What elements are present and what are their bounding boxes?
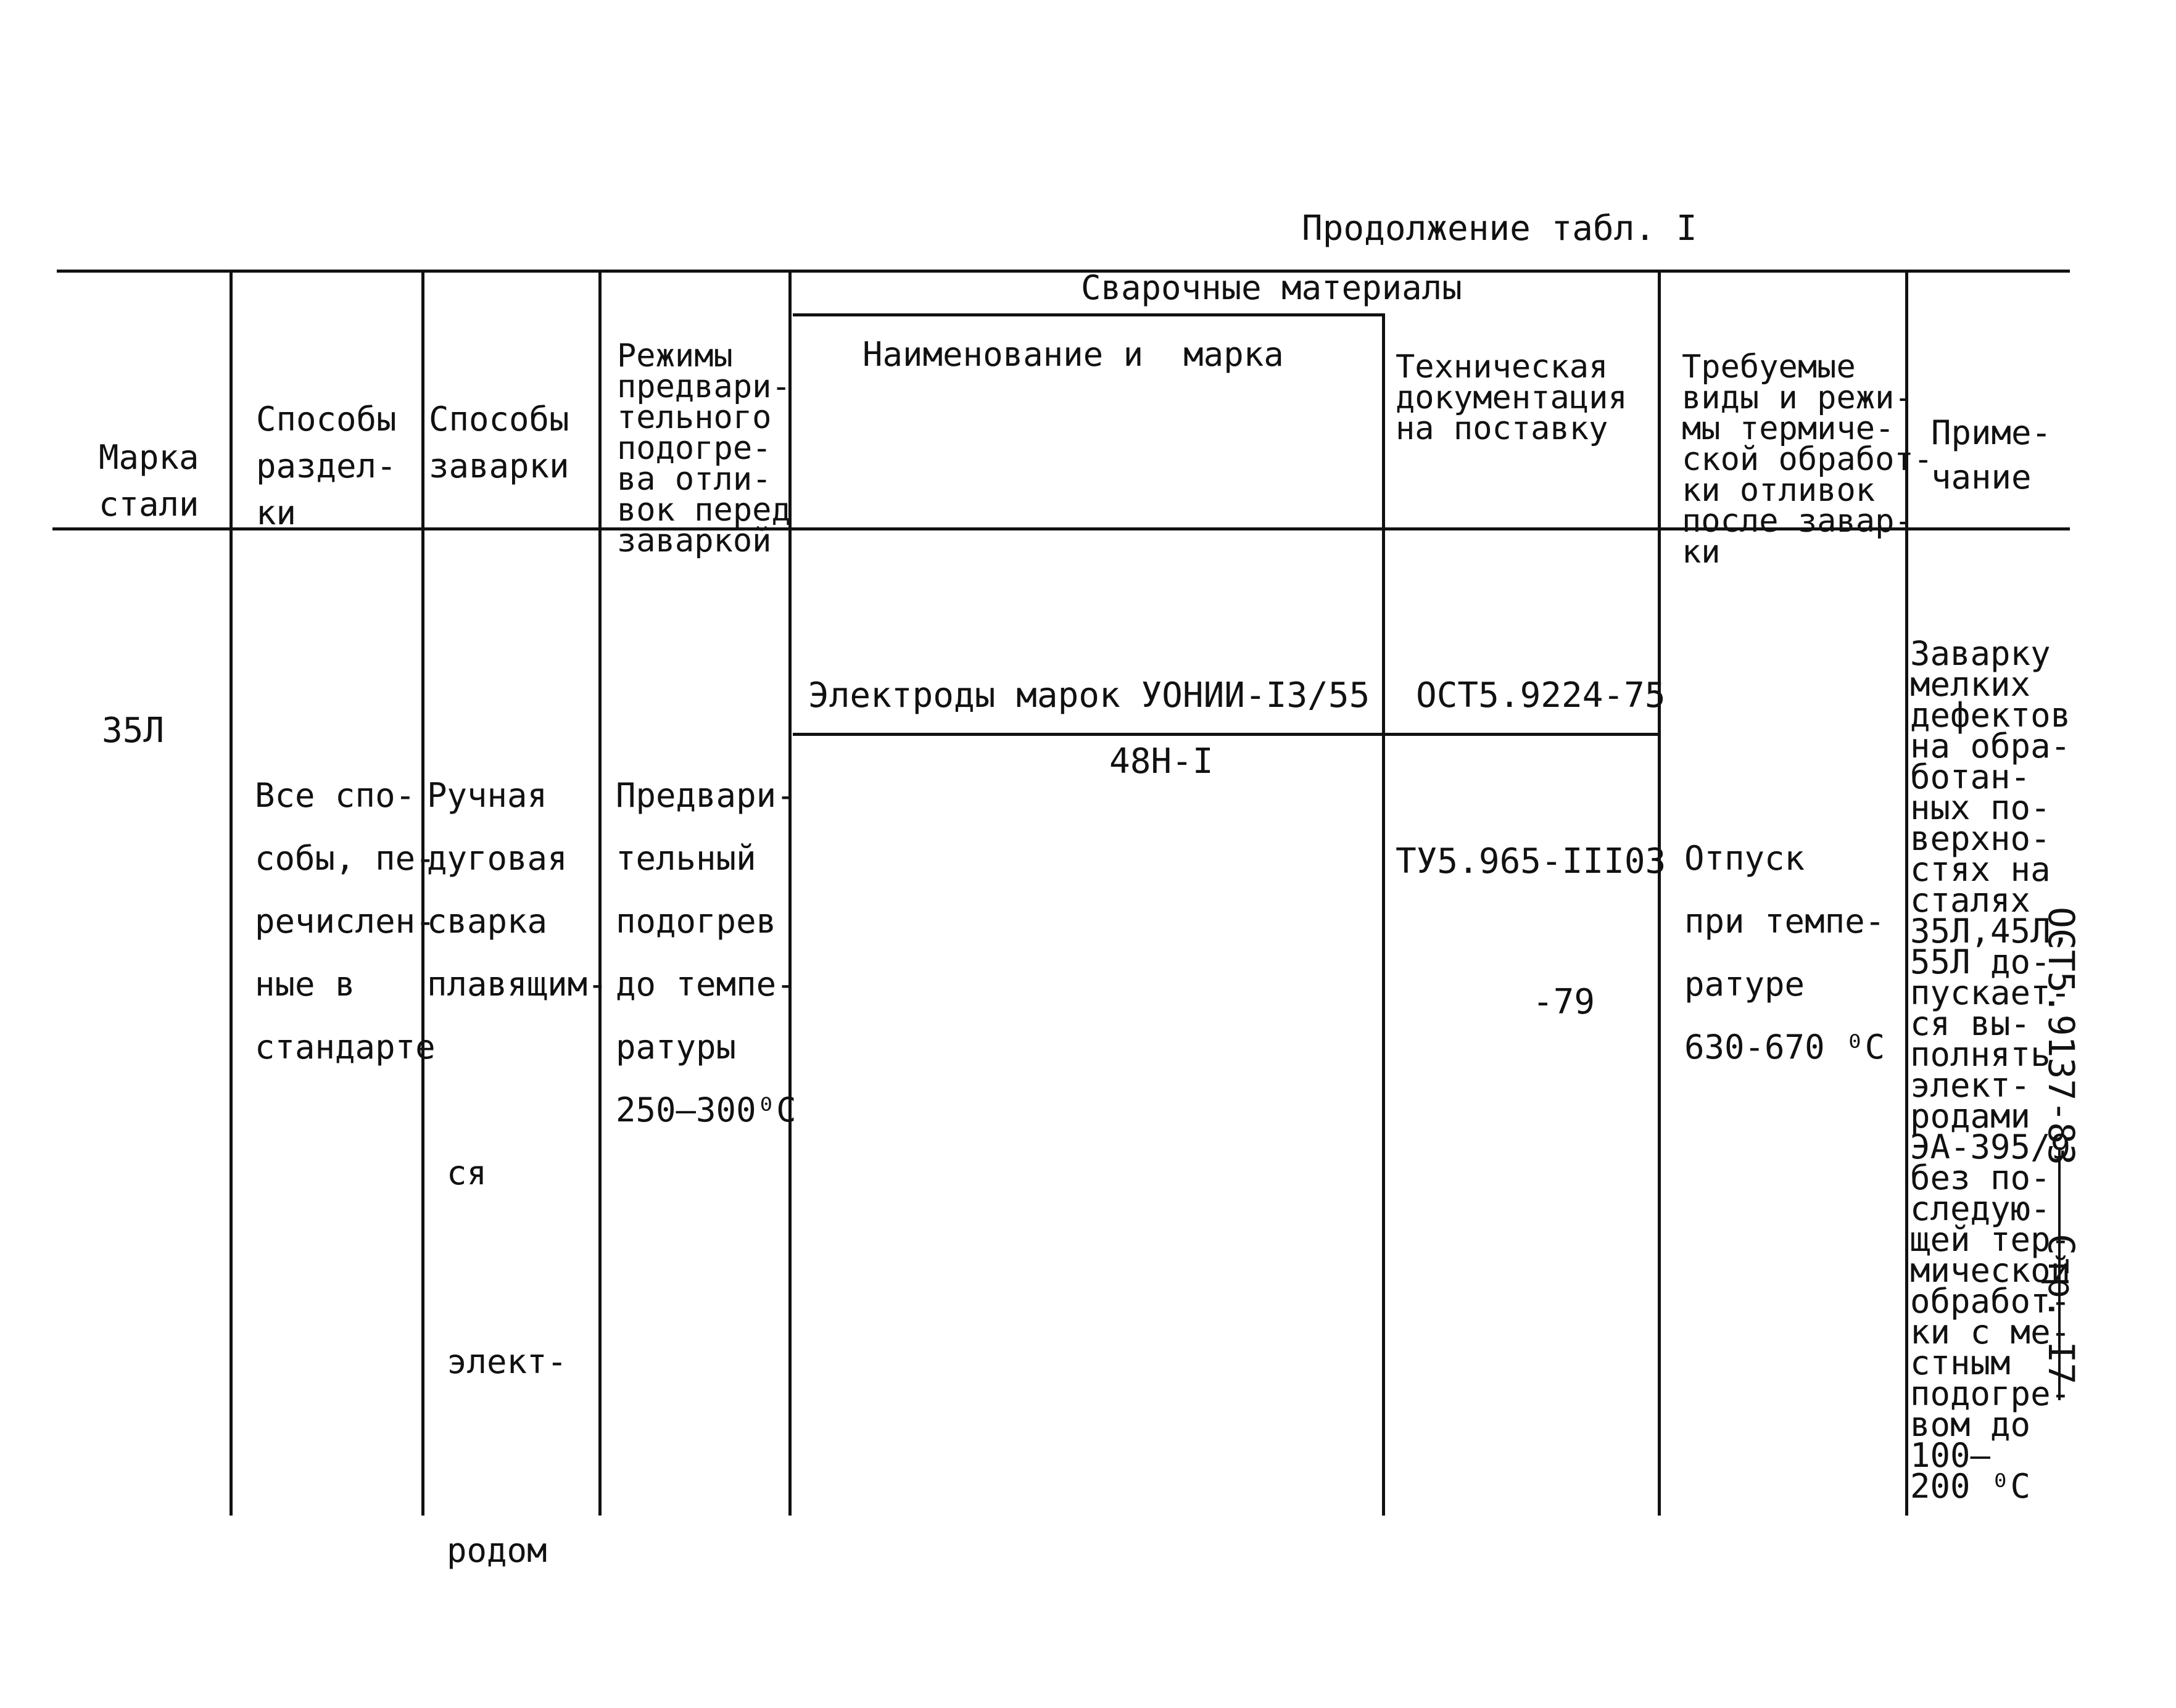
cell-cutting: Все спо- собы, пе- речислен- ные в стандарте (255, 776, 436, 1066)
cell-doc-2: ТУ5.965-III03 -79 (1396, 841, 1666, 1022)
table-caption: Продолжение табл. I (1302, 208, 1697, 249)
electrode-separator-rule (793, 733, 1660, 736)
cell-preheat: Предвари- тельный подогрев до темпе- ратуры 250–300⁰С (616, 776, 796, 1129)
col-divider-5 (1382, 315, 1385, 1516)
header-materials-group: Сварочные материалы (1081, 268, 1462, 307)
header-tech-doc: Техническая документация на поставку (1396, 349, 1628, 447)
cell-doc-1: ОСТ5.9224-75 (1416, 675, 1666, 716)
cell-welding: Ручная дуговая сварка плавящим- ся элект- родом (427, 776, 608, 1570)
header-preheat: Режимы предвари- тельного подогре- ва отли- вок перед заваркой (617, 337, 791, 559)
side-page-number: Стр. I7 (2040, 1234, 2082, 1385)
materials-subheader-rule (793, 313, 1385, 316)
cell-electrode-2: 48Н-I (1109, 741, 1214, 782)
cell-electrode-1: Электроды марок УОНИИ-I3/55 (808, 675, 1370, 716)
header-note: Приме- чание (1931, 413, 2052, 497)
cell-grade: 35Л (102, 711, 165, 751)
cell-note: Заварку мелких дефектов на обра- ботан- ных по- верхно- стях на сталях 35Л,45Л, 55Л до- пускает- ся вы- полнять элект- родами ЭА-395/9 без по- следую- щей тер- мической обработ- ки с ме- стным подогре- вом до 100– 200 ⁰С (1910, 634, 2071, 1506)
header-name-grade: Наименование и марка (863, 335, 1284, 374)
table-top-rule (57, 270, 2070, 273)
header-grade: Марка стали (99, 438, 199, 524)
header-welding: Способы заварки (429, 400, 569, 485)
cell-heat-treatment: Отпуск при темпе- ратуре 630-670 ⁰С (1684, 839, 1885, 1066)
side-doc-number: ОСТ5.9137-83 (2040, 907, 2082, 1166)
header-cutting: Способы раздел- ки (256, 400, 397, 532)
header-heat-treatment: Требуемые виды и режи- мы термиче- ской обработ- ки отливок после завар- ки (1682, 349, 1933, 571)
col-divider-1 (230, 270, 233, 1516)
